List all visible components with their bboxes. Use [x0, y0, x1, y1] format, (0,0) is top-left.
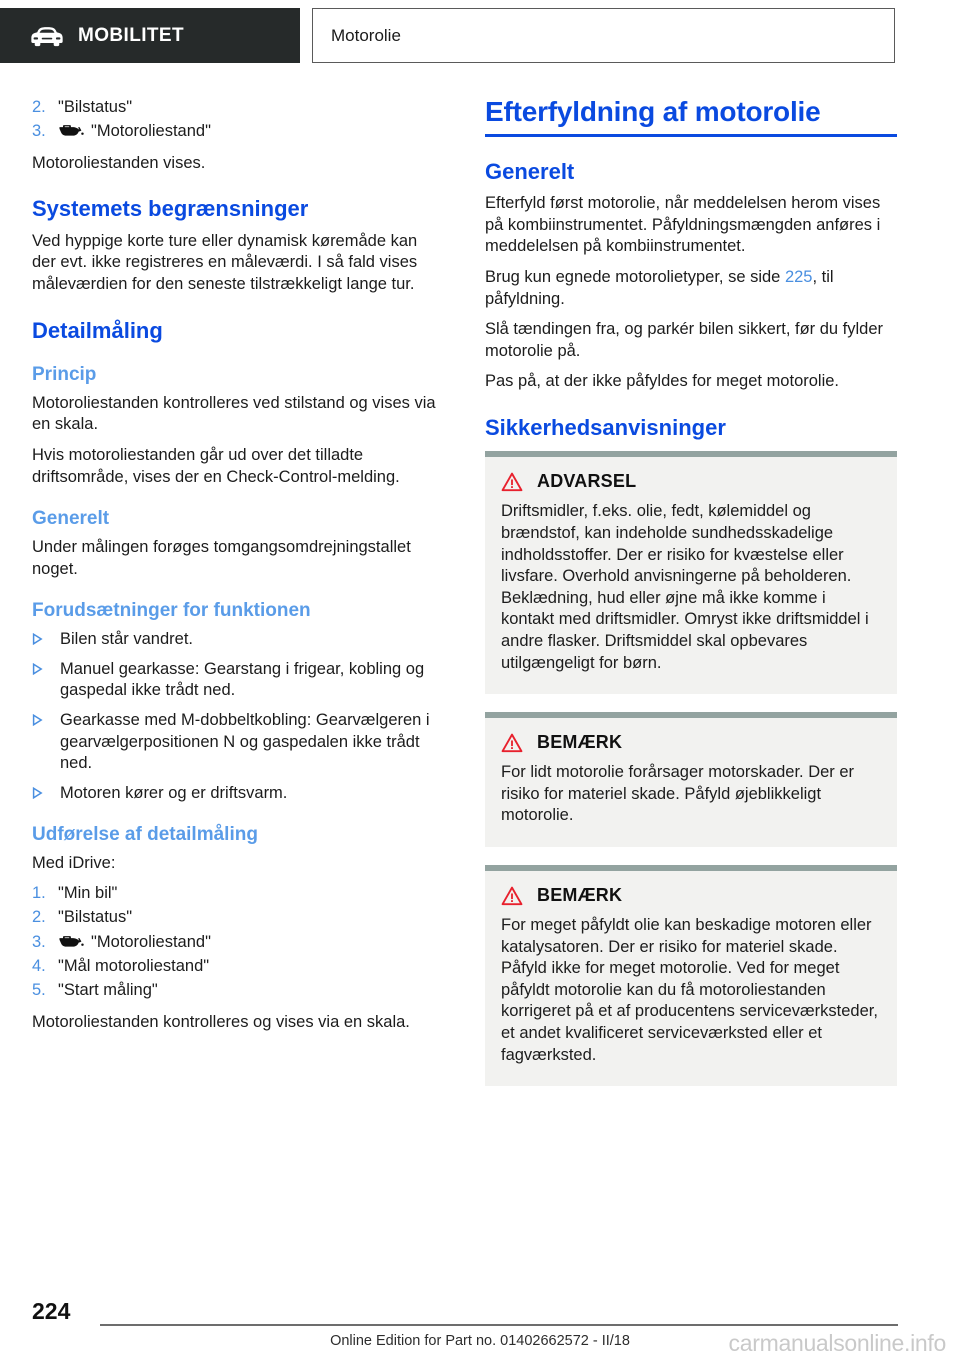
- page-footer: [0, 1290, 960, 1362]
- section-heading-forudsaetninger: Forudsætninger for funktionen: [32, 600, 311, 622]
- list-item: [32, 659, 442, 702]
- notice-box-advarsel: [485, 451, 897, 694]
- list-item: [32, 783, 442, 805]
- paragraph: Slå tændingen fra, og parkér bilen sikkert, før du fylder motorolie på.: [485, 320, 884, 360]
- step-number: 2.: [32, 98, 46, 116]
- step-number: 3.: [32, 932, 46, 951]
- list-item: [32, 882, 442, 905]
- procedure-step-list: [32, 882, 442, 1003]
- notice-box-bemaerk-1: [485, 712, 897, 847]
- page-reference-link[interactable]: 225: [784, 267, 813, 286]
- notice-body: For meget påfyldt olie kan beskadige motoren eller katalysatoren. Der er risiko for materiel skade. Påfyld ikke for meget motorolie. Ved for meget påfyldt motorolie kan du få motoroliestanden korrigeret på et af producentens serviceværksteder, et andet kvalificeret serviceværksted eller et fagværksted.: [501, 916, 878, 1064]
- paragraph: Hvis motoroliestanden går ud over det tilladte driftsområde, vises der en Check-Control-melding.: [32, 446, 400, 486]
- page-header: [0, 8, 960, 63]
- notice-header: [501, 471, 881, 492]
- list-item: [32, 931, 442, 954]
- step-text: "Motoroliestand": [91, 932, 211, 951]
- bullet-text: Motoren kører og er driftsvarm.: [60, 783, 288, 802]
- procedure-intro: Med iDrive:: [32, 854, 116, 873]
- section-heading-princip: Princip: [32, 364, 97, 386]
- step-number: 4.: [32, 957, 46, 976]
- warning-triangle-icon: [501, 733, 523, 753]
- list-item: [32, 629, 442, 651]
- list-item: [32, 955, 442, 978]
- notice-content: [485, 718, 897, 847]
- paragraph: Motoroliestanden kontrolleres ved stilstand og vises via en skala.: [32, 393, 436, 434]
- notice-title: BEMÆRK: [537, 885, 623, 906]
- paragraph: Pas på, at der ikke påfyldes for meget motorolie.: [485, 372, 840, 391]
- section-heading-detailmaaling: Detailmåling: [32, 317, 163, 343]
- section-heading-generelt: Generelt: [32, 508, 110, 530]
- notice-body: Driftsmidler, f.eks. olie, fedt, kølemiddel og brændstof, kan indeholde sundhedsskadelige indholdsstoffer. Der er risiko for kvæstelse eller livsfare. Overhold anvisningerne på beholderen. Beklædning, hud eller øjne må ikke komme i kontakt med driftsmidler. Omryst ikke driftsmiddel i andre flasker. Driftsmiddel skal opbevares utilgængeligt for børn.: [501, 502, 869, 672]
- notice-header: [501, 885, 881, 906]
- step-text: "Mål motoroliestand": [58, 957, 210, 976]
- continued-step-list: [32, 96, 442, 144]
- step-text: "Min bil": [58, 883, 118, 902]
- pageref-after: , til påfyldning.: [485, 267, 834, 308]
- notice-content: [485, 457, 897, 694]
- notice-header: [501, 732, 881, 753]
- watermark: carmanualsonline.info: [728, 1330, 946, 1356]
- tab-mobility[interactable]: [0, 8, 300, 63]
- list-item: [32, 96, 442, 119]
- paragraph: Efterfyld først motorolie, når meddelelsen herom vises på kombiinstrumentet. Påfyldningsmængden anføres i meddelelsen på kombiinstrumentet.: [485, 194, 881, 256]
- bullet-text: Gearkasse med M-dobbeltkobling: Gearvælgeren i gearvælgerpositionen N og gaspedalen ikke trådt ned.: [60, 710, 430, 773]
- car-front-icon: [30, 25, 64, 47]
- tab-topic[interactable]: [312, 8, 895, 63]
- notice-box-bemaerk-2: [485, 865, 897, 1086]
- edition-note: Online Edition for Part no. 01402662572 - II/18: [330, 1333, 630, 1349]
- list-item: [32, 120, 442, 143]
- oil-can-icon: [58, 123, 84, 138]
- procedure-outro: Motoroliestanden kontrolleres og vises via en skala.: [32, 1012, 410, 1031]
- pageref-before: Brug kun egnede motorolietyper, se side: [485, 267, 785, 286]
- list-item: [32, 710, 442, 775]
- step-number: 1.: [32, 883, 46, 902]
- warning-triangle-icon: [501, 472, 523, 492]
- page-number: 224: [32, 1298, 71, 1324]
- after-steps-text: Motoroliestanden vises.: [32, 153, 206, 172]
- requirements-list: [32, 629, 442, 804]
- paragraph: Ved hyppige korte ture eller dynamisk køremåde kan der evt. ikke registreres en måleværdi. I så fald vises måleværdien for den seneste tilstrækkeligt lange tur.: [32, 231, 418, 294]
- warning-triangle-icon: [501, 886, 523, 906]
- step-text: "Motoroliestand": [91, 122, 211, 141]
- page-title: Efterfyldning af motorolie: [485, 96, 821, 127]
- oil-can-icon: [58, 934, 84, 949]
- paragraph: Under målingen forøges tomgangsomdrejningstallet noget.: [32, 538, 411, 578]
- step-text: "Bilstatus": [58, 98, 133, 116]
- step-text: "Bilstatus": [58, 908, 133, 927]
- step-number: 3.: [32, 122, 46, 141]
- step-number: 5.: [32, 981, 46, 1000]
- section-heading-sikkerhedsanvisninger: Sikkerhedsanvisninger: [485, 414, 726, 440]
- right-column: [485, 96, 897, 1104]
- notice-title: BEMÆRK: [537, 732, 623, 753]
- notice-content: [485, 871, 897, 1086]
- list-item: [32, 979, 442, 1002]
- triangle-bullet-icon: [32, 629, 60, 645]
- section-heading-generelt: Generelt: [485, 158, 575, 184]
- triangle-bullet-icon: [32, 710, 60, 726]
- section-heading-udfoerelse: Udførelse af detailmåling: [32, 824, 258, 846]
- triangle-bullet-icon: [32, 783, 60, 799]
- paragraph-with-page-reference: [485, 267, 897, 310]
- left-column: [32, 96, 442, 1043]
- bullet-text: Bilen står vandret.: [60, 630, 193, 649]
- list-item: [32, 906, 442, 929]
- title-underline: [485, 134, 897, 137]
- triangle-bullet-icon: [32, 659, 60, 675]
- bullet-text: Manuel gearkasse: Gearstang i frigear, kobling og gaspedal ikke trådt ned.: [60, 659, 425, 700]
- footer-divider: [100, 1324, 898, 1326]
- section-heading-systemets-begraensninger: Systemets begrænsninger: [32, 196, 309, 222]
- notice-body: For lidt motorolie forårsager motorskader. Der er risiko for materiel skade. Påfyld øjeblikkeligt motorolie.: [501, 763, 855, 825]
- notice-title: ADVARSEL: [537, 471, 637, 492]
- tab-topic-label: Motorolie: [331, 25, 401, 45]
- step-number: 2.: [32, 908, 46, 927]
- tab-mobility-label: MOBILITET: [78, 24, 184, 46]
- step-text: "Start måling": [58, 981, 158, 1000]
